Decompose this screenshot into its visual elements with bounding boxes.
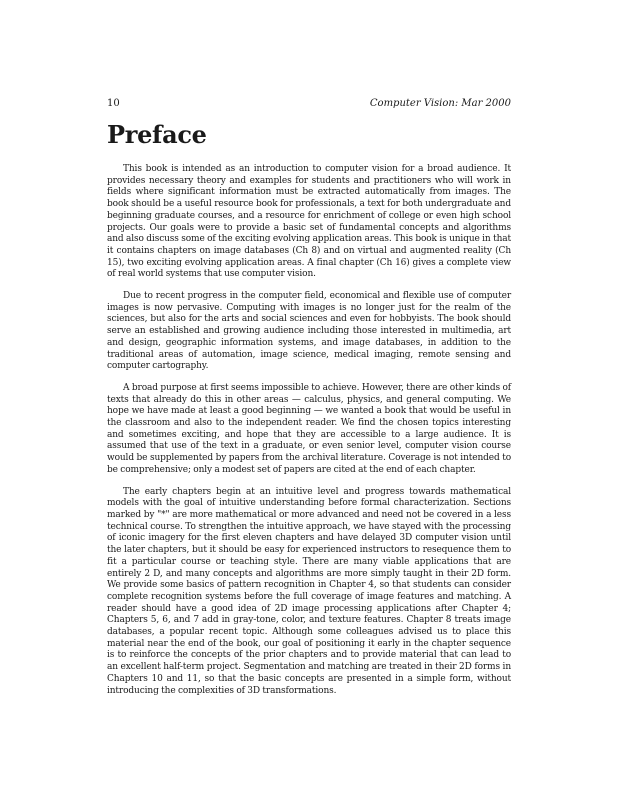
preface-paragraph-4: The early chapters begin at an intuitive level and progress towards mathematical models with the goal of intuitive understanding before formal characterization. Sections marked by "*" are more mathematical or more advanced and need not be covered in a less technical course. To strengthen the intuitive approach, we have stayed with the processing of iconic imagery for the first eleven chapters and have delayed 3D computer vision until the later chapters, but it should be easy for experienced instructors to resequence them to fit a particular course or teaching style. There are many viable applications that are entirely 2 D, and many concepts and algorithms are more simply taught in their 2D form. We provide some basics of pattern recognition in Chapter 4, so that students can consider complete recognition systems before the full coverage of image features and matching. A reader should have a good idea of 2D image processing applications after Chapter 4; Chapters 5, 6, and 7 add in gray-tone, color, and texture features. Chapter 8 treats image databases, a popular recent topic. Although some colleagues advised us to place this material near the end of the book, our goal of positioning it early in the chapter sequence is to reinforce the concepts of the prior chapters and to provide material that can lead to an excellent half-term project. Segmentation and matching are treated in their 2D forms in Chapters 10 and 11, so that the basic concepts are presented in a simple form, without introducing the complexities of 3D transformations. <box>107 486 511 696</box>
document-page <box>107 98 511 707</box>
running-header <box>107 98 511 112</box>
page-number: 10 <box>107 98 120 109</box>
preface-paragraph-3: A broad purpose at first seems impossible to achieve. However, there are other kinds of texts that already do this in other areas — calculus, physics, and general computing. We hope we have made at least a good beginning — we wanted a book that would be useful in the classroom and also to the independent reader. We find the chosen topics interesting and sometimes exciting, and hope that they are accessible to a large audience. It is assumed that use of the text in a graduate, or even senior level, computer vision course would be supplemented by papers from the archival literature. Coverage is not intended to be comprehensive; only a modest set of papers are cited at the end of each chapter. <box>107 382 511 475</box>
preface-paragraph-2: Due to recent progress in the computer field, economical and flexible use of computer images is now pervasive. Computing with images is no longer just for the realm of the sciences, but also for the arts and social sciences and even for hobbyists. The book should serve an established and growing audience including those interested in multimedia, art and design, geographic information systems, and image databases, in addition to the traditional areas of automation, image science, medical imaging, remote sensing and computer cartography. <box>107 291 511 372</box>
running-title: Computer Vision: Mar 2000 <box>369 98 511 109</box>
preface-paragraph-1: This book is intended as an introduction to computer vision for a broad audience. It provides necessary theory and examples for students and practitioners who will work in fields where significant information must be extracted automatically from images. The book should be a useful resource book for professionals, a text for both undergraduate and beginning graduate courses, and a resource for enrichment of college or even high school projects. Our goals were to provide a basic set of fundamental concepts and algorithms and also discuss some of the exciting evolving application areas. This book is unique in that it contains chapters on image databases (Ch 8) and on virtual and augmented reality (Ch 15), two exciting evolving application areas. A final chapter (Ch 16) gives a complete view of real world systems that use computer vision. <box>107 164 511 280</box>
chapter-title: Preface <box>107 120 207 149</box>
